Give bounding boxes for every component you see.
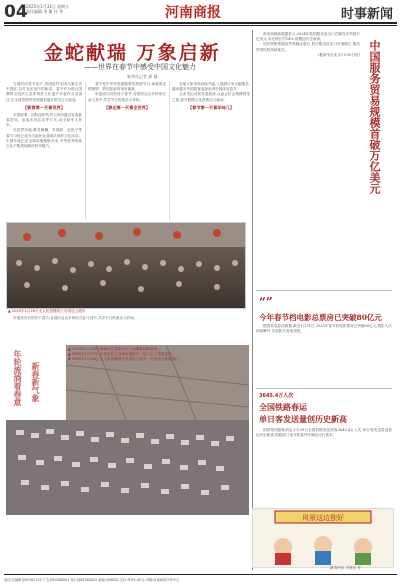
col1-para: 在世界各地,舞龙舞狮、写春联、包饺子等春节习俗已成为当地民众喜闻乐见的文化活动。中国年味正在全球各地飘散开来,中华优秀传统文化不断展现新的时代魅力。 — [6, 128, 82, 149]
side-headline: 中国服务贸易规模首破万亿美元 — [368, 40, 381, 194]
crowd-photo-illustration — [7, 223, 245, 308]
article-col-lower — [6, 316, 166, 342]
news-photo-crowd — [6, 222, 246, 309]
col2-para: 申遗成功后的首个春节,各国民众以多种形式参与其中,共享节日的欢乐与祥和。 — [88, 92, 166, 102]
newspaper-logo: 河南商报 — [165, 5, 221, 21]
cartoon-title: 风景这边独好 — [302, 514, 344, 522]
section-title: 时事新闻 — [340, 7, 393, 22]
quote-mark: “” — [259, 295, 273, 309]
box2-divider — [256, 388, 392, 389]
byline: 新华社记者 郝 薇 — [127, 74, 158, 79]
side-divider — [256, 290, 392, 291]
box3-body — [256, 428, 392, 504]
cartoon-illustration — [253, 509, 393, 567]
box3-title1: 全国铁路春运 — [259, 402, 307, 412]
col2-section-head: 【春运第一天看全世界】 — [103, 104, 151, 110]
main-headline: 金蛇献瑞 万象启新 — [44, 42, 221, 64]
date-line — [26, 4, 69, 14]
side-para: 商务部最新数据显示,2024年我国服务进出口总额首次突破万亿美元,同比增长约14%,规模创历史新高。 — [256, 32, 360, 42]
box2-title: 今年春节档电影总票房已突破80亿元 — [259, 313, 382, 322]
cartoon-image — [252, 508, 394, 568]
date-line1: 2025年1月31日 星期五 — [26, 4, 70, 9]
col3-para: 从冰雪运动到非遗展演,从庙会灯会到博物馆之旅,春节假期文化消费活力涌动。 — [172, 92, 250, 102]
col3-para: 各地文旅市场持续升温,入境游订单大幅增长,越来越多外国游客选择来到中国体验春节。 — [172, 82, 250, 92]
col1-para: 多国政要、国际组织负责人纷纷通过发表新春贺词、参加庆祝活动等方式,向全球华人拜年。 — [6, 112, 82, 128]
box3-tag: 3645.4万人次 — [259, 393, 294, 399]
box2-para: 据国家电影局数据,截至1月31日,2025年春节档电影票房已突破80亿元,观影人次持续攀升,多部影片表现亮眼。 — [256, 324, 392, 334]
main-subhead: ——世界在春节中感受中国文化魅力 — [84, 63, 196, 71]
page-number: 04 — [4, 2, 28, 22]
photo-caption: ▲ 2025年1月26日无人机拍摄的江苏省连云港市 — [8, 309, 86, 313]
page-footer: 电话:总编辑室63361155 广告部63360001 发行部63360003 邮编:450000 定价:每份1.00元 印刷:河南商报印务中心 — [4, 574, 397, 582]
side-source: (据新华社北京1月30日电) — [317, 52, 360, 57]
photo-b-caption: ▲ 2025年1月28日,游客在江苏南京夫子庙秦淮河畔游览。 — [68, 347, 161, 351]
side-article — [256, 32, 360, 282]
traffic-photo-illustration — [6, 345, 249, 515]
cartoon-caption: 新春快乐 冯建山 作 — [330, 566, 362, 570]
date-line2: 责任编辑 李 臻 杜 华 — [26, 9, 64, 14]
box3-para: 国铁集团最新消息,1月29日全国铁路发送旅客3645.4万人次,单日客发送量创春运历史新高,铁路部门加开旅客列车满足出行需求。 — [256, 428, 392, 438]
col3-section-head: 【春节第一天看年味儿】 — [187, 104, 235, 110]
news-photo-traffic — [6, 345, 249, 515]
photo-b-caption: ▼ 2025年1月26日,无人机拍摄的江苏省连云港市一处高速公路服务区。 — [68, 357, 183, 361]
col1-section-head: 【新春第一天看世界】 — [23, 104, 65, 110]
col-sep — [85, 82, 86, 220]
col1-para: 当地时间春节前夕,美国纽约帝国大厦点亮中国红,以灯光庆祝中国新春。春节作为联合国教科文组织人类非物质文化遗产代表作名录项目,在全球范围内受到越来越多的关注与欢迎。 — [6, 82, 82, 102]
box3-title2: 单日客发送量创历史新高 — [259, 414, 347, 424]
box2-body — [256, 324, 392, 384]
col2-para: 春节是中华民族最隆重的传统节日,承载着亲情团圆、辞旧迎新的美好寓意。 — [88, 82, 166, 92]
vertical-tagline-1: 年轮流淌着春意 — [13, 350, 22, 406]
photo-b-caption: ▲ 2025年1月27日,小朋友在江苏南京秦淮区一处灯会上观看花灯。 — [68, 352, 176, 356]
vertical-tagline-2: 新春新气象 — [31, 362, 40, 402]
header-rule-thin — [4, 25, 397, 26]
header-rule — [4, 22, 397, 24]
article-col1 — [6, 82, 82, 220]
side-para: 知识密集型服务贸易稳定增长,旅行服务进出口快速增长,服务贸易结构持续优化。 — [256, 42, 360, 52]
lower-para: 申遗成功后的首个春节,各国民众以多种形式参与其中,共享节日的欢乐与祥和。 — [13, 316, 138, 320]
col-sep — [169, 82, 170, 220]
side-sep — [252, 30, 253, 570]
photo-b-captions — [68, 347, 243, 362]
article-col2 — [88, 82, 166, 220]
